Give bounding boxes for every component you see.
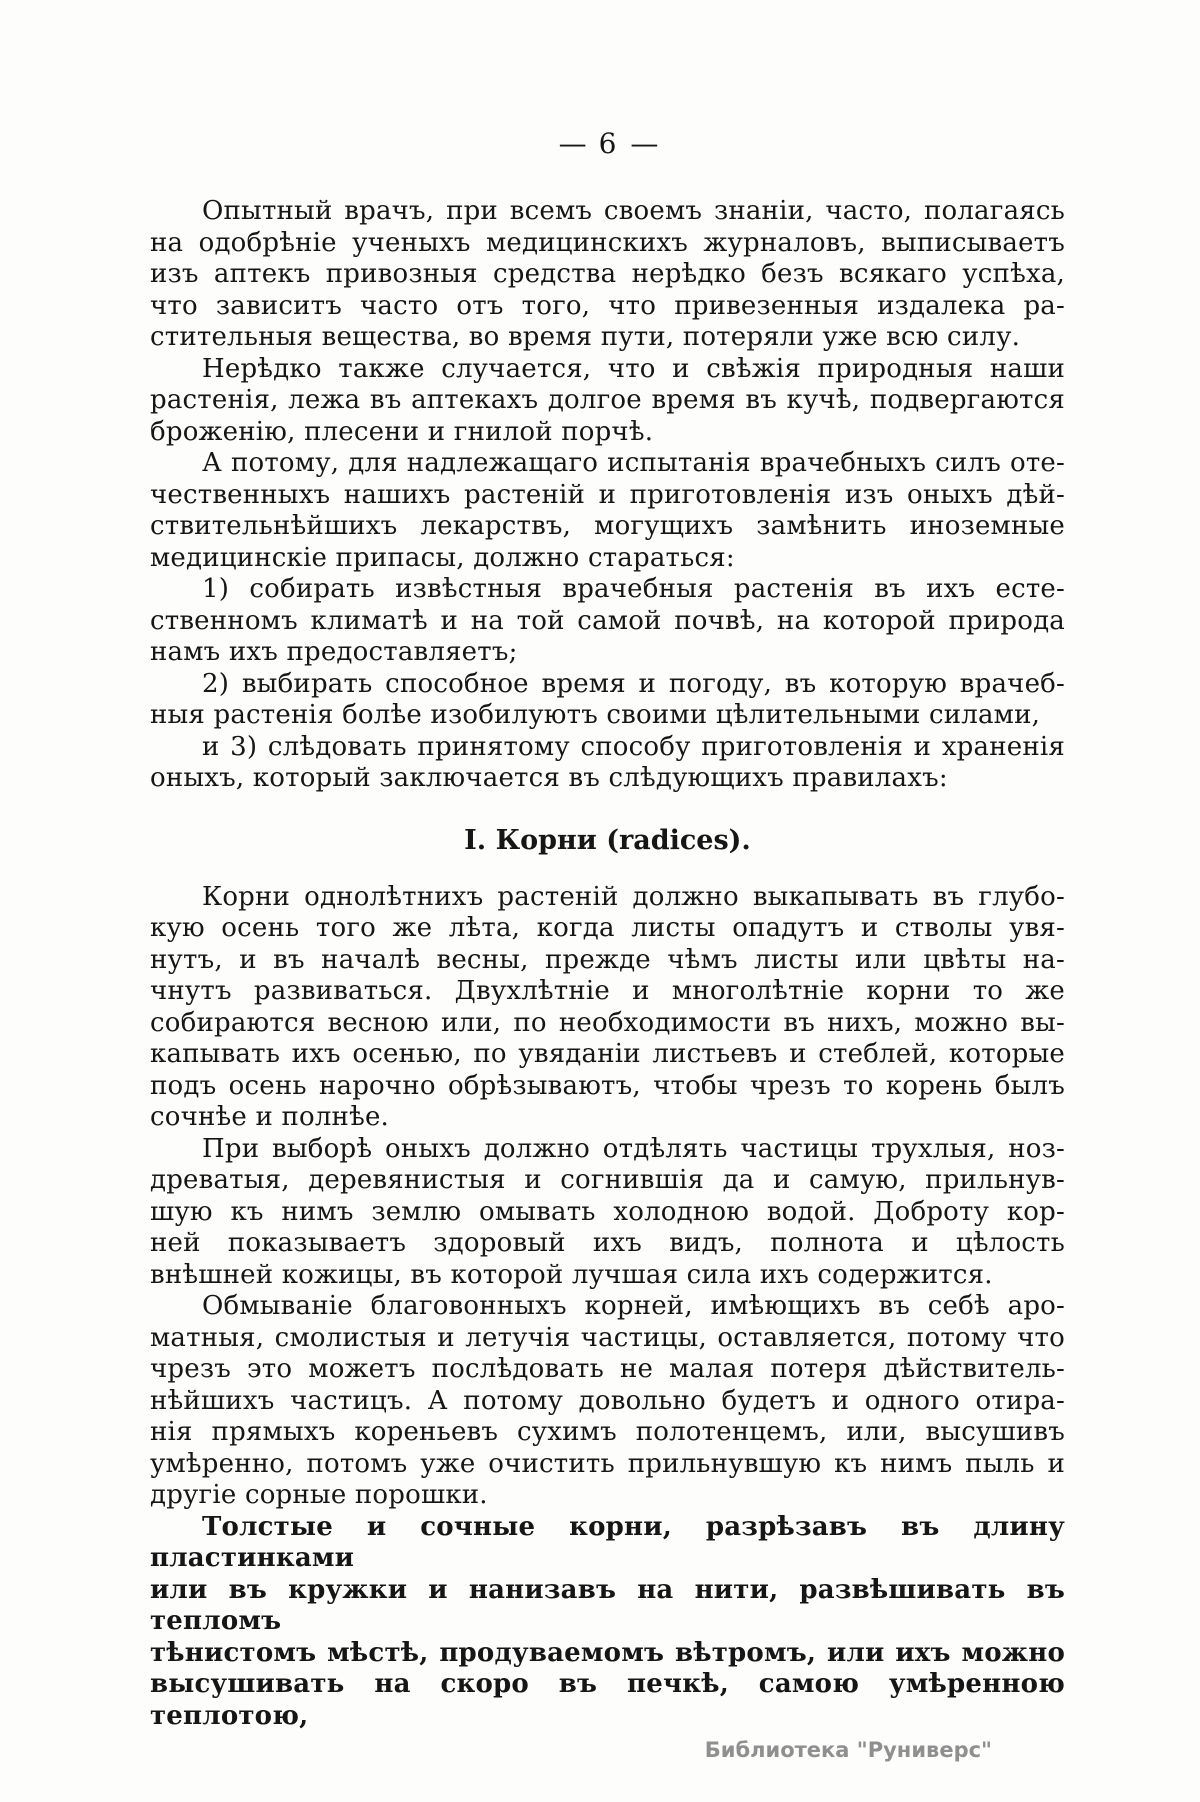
text-line: высушивать на скоро въ печкѣ, самою умѣренною теплотою, — [150, 1669, 1065, 1731]
paragraph — [150, 669, 1065, 732]
paragraph — [150, 574, 1065, 669]
text-line: нія прямыхъ кореньевъ сухимъ полотенцемъ, или, высушивъ — [150, 1417, 1065, 1447]
text-line: изъ аптекъ привозныя средства нерѣдко безъ всякаго успѣха, — [150, 259, 1065, 289]
page-text — [150, 196, 1065, 1732]
text-line: чрезъ это можетъ послѣдовать не малая потеря дѣйствитель- — [150, 1354, 1065, 1384]
paragraph — [150, 1291, 1065, 1512]
text-line: внѣшней кожицы, въ которой лучшая сила ихъ содержится. — [150, 1259, 993, 1290]
paragraph — [150, 882, 1065, 1134]
text-line: ствительнѣйшихъ лекарствъ, могущихъ замѣнить иноземные — [150, 511, 1065, 541]
text-line: броженію, плесени и гнилой порчѣ. — [150, 416, 654, 447]
text-line: медицинскіе припасы, должно стараться: — [150, 542, 735, 573]
page-number-dash-left: — — [558, 127, 585, 160]
text-line: сочнѣе и полнѣе. — [150, 1102, 390, 1132]
text-line: что зависитъ часто отъ того, что привезенныя издалека ра- — [150, 290, 1065, 321]
text-line: А потому, для надлежащаго испытанія врачебныхъ силъ оте- — [202, 448, 1065, 478]
text-line: подъ осень нарочно обрѣзываютъ, чтобы чрезъ то корень былъ — [150, 1070, 1065, 1101]
text-line: Толстые и сочные корни, разрѣзавъ въ длину пластинками — [150, 1511, 1065, 1573]
paragraph — [150, 196, 1065, 354]
paragraph — [150, 1512, 1065, 1733]
paragraph — [150, 732, 1065, 795]
text-line: Нерѣдко также случается, что и свѣжія природныя наши — [202, 353, 1065, 384]
text-line: кую осень того же лѣта, когда листы опадутъ и стволы увя- — [150, 913, 1065, 943]
page-number — [150, 128, 1065, 160]
text-line: чественныхъ нашихъ растеній и приготовленія изъ оныхъ дѣй- — [150, 479, 1065, 510]
page-number-dash-right: — — [630, 127, 657, 160]
text-line: древатыя, деревянистыя и согнившія да и самую, прильнув- — [150, 1165, 1065, 1195]
library-watermark: Библиотека "Руниверс" — [704, 1738, 992, 1762]
text-line: умѣренно, потомъ уже очистить прильнувшую къ нимъ пыль и — [150, 1448, 1065, 1479]
paragraph — [150, 448, 1065, 574]
text-line: матныя, смолистыя и летучія частицы, оставляется, потому что — [150, 1322, 1065, 1353]
text-line: стительныя вещества, во время пути, потеряли уже всю силу. — [150, 322, 1021, 352]
text-line: Корни однолѣтнихъ растеній должно выкапывать въ глубо- — [202, 881, 1065, 912]
text-line: собираются весною или, по необходимости въ нихъ, можно вы- — [150, 1007, 1065, 1038]
text-line: ней показываетъ здоровый ихъ видъ, полнота и цѣлость — [150, 1228, 1065, 1258]
text-line: нѣйшихъ частицъ. А потому довольно будетъ и одного отира- — [150, 1385, 1065, 1416]
text-line: нутъ, и въ началѣ весны, прежде чѣмъ листы или цвѣты на- — [150, 944, 1065, 975]
text-line: оныхъ, который заключается въ слѣдующихъ правилахъ: — [150, 763, 948, 793]
page-number-value: 6 — [598, 127, 617, 160]
text-line: капывать ихъ осенью, по увяданіи листьевъ и стеблей, которые — [150, 1039, 1065, 1069]
text-line: или въ кружки и нанизавъ на нити, развѣшивать въ тепломъ — [150, 1574, 1065, 1636]
text-line: Обмываніе благовонныхъ корней, имѣющихъ въ себѣ аро- — [202, 1291, 1065, 1321]
text-line: растенія, лежа въ аптекахъ долгое время въ кучѣ, подвергаются — [150, 385, 1065, 415]
text-line: Опытный врачъ, при всемъ своемъ знаніи, часто, полагаясь — [202, 196, 1065, 226]
section-heading: I. Корни (radices). — [464, 824, 751, 856]
text-line: ныя растенія болѣе изобилуютъ своими цѣлительными силами, — [150, 700, 1041, 730]
text-line: 1) собирать извѣстныя врачебныя растенія въ ихъ есте- — [202, 574, 1065, 604]
text-line: 2) выбирать способное время и погоду, въ которую врачеб- — [202, 668, 1065, 699]
text-line: другіе сорные порошки. — [150, 1480, 488, 1510]
text-line: на одобрѣніе ученыхъ медицинскихъ журналовъ, выписываетъ — [150, 227, 1065, 258]
text-line: При выборѣ оныхъ должно отдѣлять частицы трухлыя, ноз- — [202, 1133, 1065, 1164]
text-line: намъ ихъ предоставляетъ; — [150, 637, 518, 667]
paragraph — [150, 354, 1065, 449]
text-line: чнутъ развиваться. Двухлѣтніе и многолѣтніе корни то же — [150, 976, 1065, 1006]
paragraph — [150, 1134, 1065, 1292]
text-line: и 3) слѣдовать принятому способу приготовленія и храненія — [202, 731, 1065, 762]
text-line: шую къ нимъ землю омывать холодною водой. Доброту кор- — [150, 1196, 1065, 1227]
text-line: тѣнистомъ мѣстѣ, продуваемомъ вѣтромъ, или ихъ можно — [150, 1637, 1065, 1668]
text-line: ственномъ климатѣ и на той самой почвѣ, на которой природа — [150, 605, 1065, 636]
